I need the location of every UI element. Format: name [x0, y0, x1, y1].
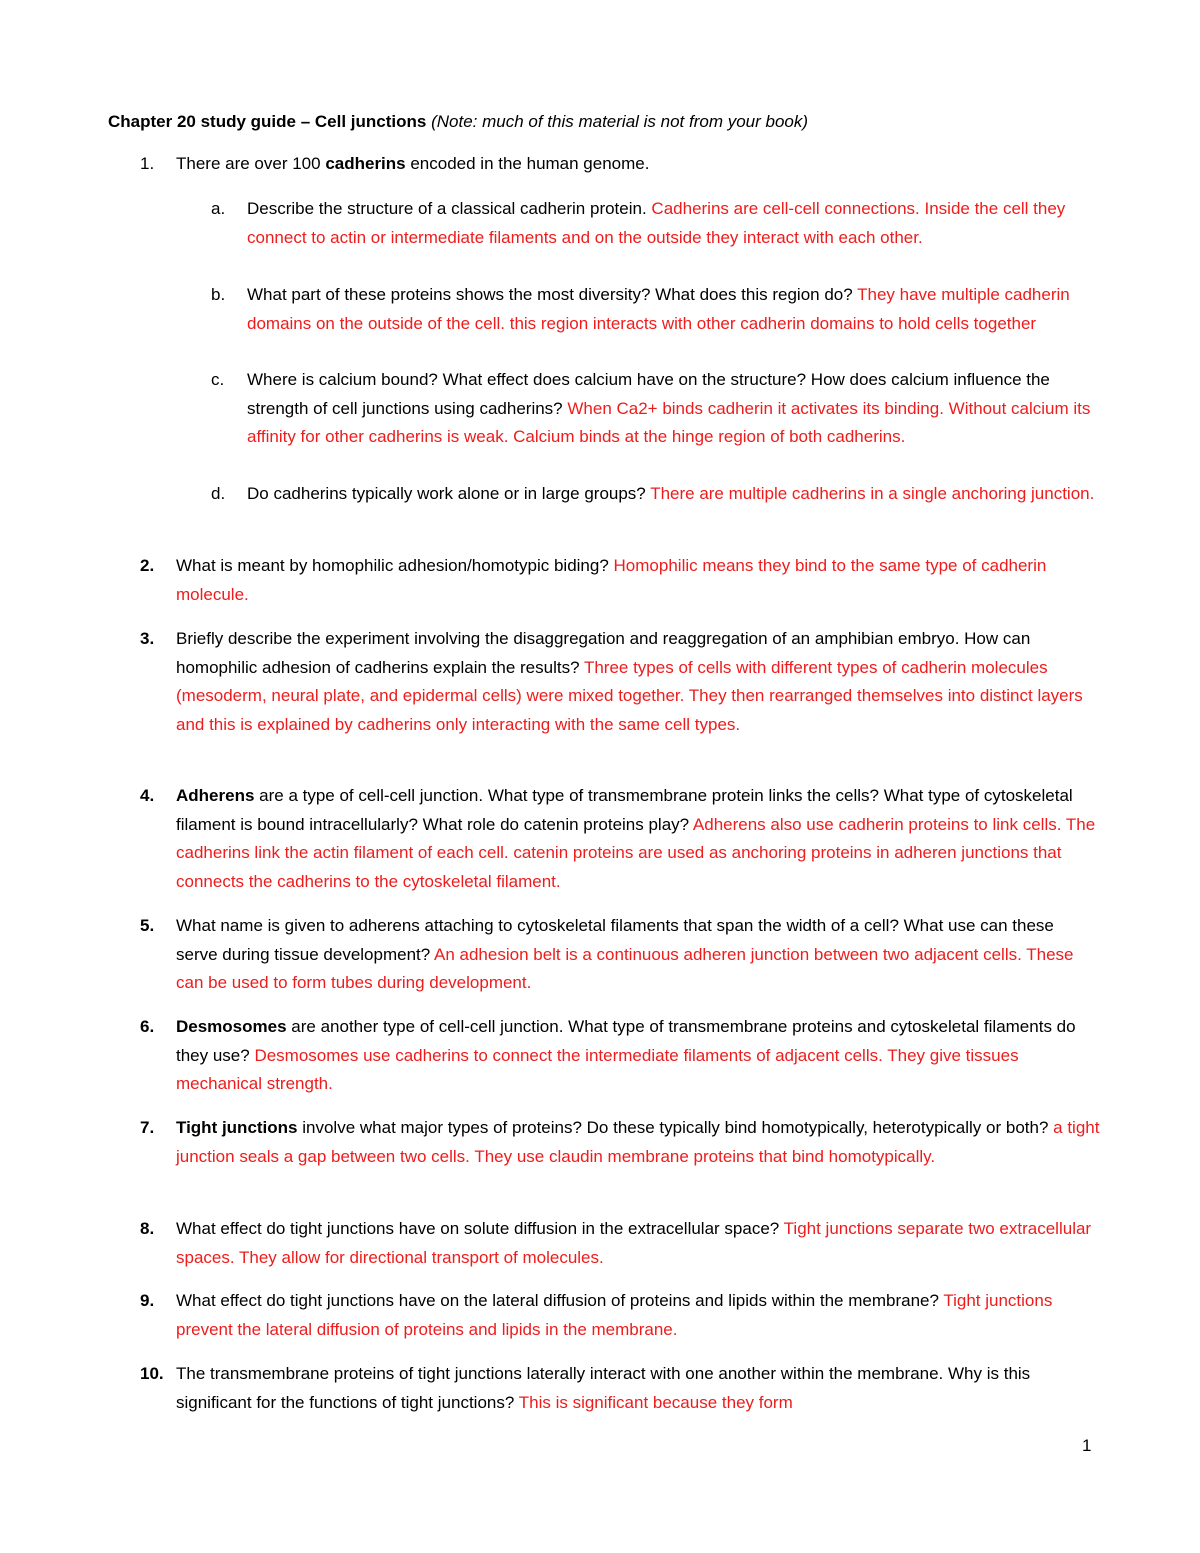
question-4 — [140, 782, 1100, 896]
title-note: (Note: much of this material is not from your book) — [431, 112, 809, 131]
question-3 — [140, 625, 1100, 739]
question-text: are another type of cell-cell junction. What type of transmembrane proteins and cytoskeletal filaments do they use? — [176, 1017, 1076, 1065]
question-7 — [140, 1114, 1100, 1171]
question-number: 1. — [140, 154, 155, 173]
question-text: What part of these proteins shows the most diversity? What does this region do? — [247, 285, 858, 304]
question-text: Where is calcium bound? What effect does calcium have on the structure? How does calcium influence the strength of cell junctions using cadherins? — [247, 370, 1050, 418]
question-text: Do cadherins typically work alone or in large groups? — [247, 484, 651, 503]
answer-text: Tight junctions separate two extracellular spaces. They allow for directional transport of molecules. — [176, 1219, 1092, 1267]
question-text: What effect do tight junctions have on solute diffusion in the extracellular space? — [176, 1219, 784, 1238]
question-6 — [140, 1013, 1100, 1099]
answer-text: a tight junction seals a gap between two cells. They use claudin membrane proteins that bind homotypically. — [176, 1118, 1100, 1166]
question-text: The transmembrane proteins of tight junctions laterally interact with one another within the membrane. Why is this significant for the functions of tight junctions? — [176, 1364, 1031, 1412]
answer-text: When Ca2+ binds cadherin it activates its binding. Without calcium its affinity for other cadherins is weak. Calcium binds at the hinge region of both cadherins. — [247, 398, 1091, 446]
answer-text: There are multiple cadherins in a single anchoring junction. — [650, 484, 1095, 503]
answer-text: This is significant because they form — [518, 1392, 793, 1412]
answer-text: They have multiple cadherin domains on the outside of the cell. this region interacts with other cadherin domains to hold cells together — [247, 285, 1070, 333]
question-1d: d. Do cadherins typically work alone or in large groups? There are multiple cadherins in a single anchoring junction. — [211, 484, 1095, 503]
question-10 — [140, 1360, 1100, 1417]
answer-text: An adhesion belt is a continuous adheren junction between two adjacent cells. These can be used to form tubes during development. — [176, 944, 1074, 992]
answer-text: Three types of cells with different types of cadherin molecules (mesoderm, neural plate, and epidermal cells) were mixed together. They then rearranged themselves into distinct layers and this is explained by cadherins only interacting with the same cell types. — [176, 657, 1083, 734]
question-text: What effect do tight junctions have on the lateral diffusion of proteins and lipids within the membrane? — [176, 1291, 944, 1310]
keyword: Desmosomes — [176, 1017, 287, 1036]
question-1b: b. What part of these proteins shows the most diversity? What does this region do? They have multiple cadherin domains on the outside of the cell. this region interacts with other cadherin domains to hold cells together — [211, 285, 1070, 333]
keyword: Adherens — [176, 786, 255, 805]
title-main: Chapter 20 study guide – Cell junctions — [108, 112, 427, 131]
question-number: 5. — [140, 916, 155, 935]
keyword: cadherins — [325, 154, 406, 173]
question-text: What is meant by homophilic adhesion/homotypic biding? — [176, 556, 614, 575]
question-1c: c. Where is calcium bound? What effect does calcium have on the structure? How does calcium influence the strength of cell junctions using cadherins? When Ca2+ binds cadherin it activates its binding. Without calcium its affinity for other cadherins is weak. Calcium binds at the hinge region of both cadherins. — [211, 370, 1091, 446]
question-1: 1. There are over 100 cadherins encoded in the human genome. — [140, 150, 1100, 179]
question-number: 6. — [140, 1017, 155, 1036]
question-number: 10. — [140, 1364, 164, 1383]
answer-text: Tight junctions prevent the lateral diffusion of proteins and lipids in the membrane. — [176, 1291, 1053, 1339]
answer-text: Cadherins are cell-cell connections. Inside the cell they connect to actin or intermediate filaments and on the outside they interact with each other. — [247, 199, 1066, 247]
question-number: 8. — [140, 1219, 155, 1238]
question-1a: a. Describe the structure of a classical cadherin protein. Cadherins are cell-cell connections. Inside the cell they connect to actin or intermediate filaments and on the outside they interact with each other. — [211, 199, 1066, 247]
question-5 — [140, 912, 1100, 998]
answer-text: Adherens also use cadherin proteins to link cells. The cadherins link the actin filament of each cell. catenin proteins are used as anchoring proteins in adheren junctions that connects the cadherins to the cytoskeletal filament. — [176, 814, 1096, 891]
answer-text: Homophilic means they bind to the same type of cadherin molecule. — [176, 556, 1047, 604]
question-8 — [140, 1215, 1100, 1272]
question-number: 9. — [140, 1291, 155, 1310]
page-number: 1 — [1082, 1436, 1092, 1455]
question-2 — [140, 552, 1100, 609]
question-number: 4. — [140, 786, 155, 805]
question-text: are a type of cell-cell junction. What type of transmembrane protein links the cells? What type of cytoskeletal filament is bound intracellularly? What role do catenin proteins play? — [176, 786, 1073, 834]
question-text: Briefly describe the experiment involving the disaggregation and reaggregation of an amphibian embryo. How can homophilic adhesion of cadherins explain the results? — [176, 629, 1031, 677]
question-number: 3. — [140, 629, 155, 648]
question-number: 7. — [140, 1118, 155, 1137]
answer-text: Desmosomes use cadherins to connect the intermediate filaments of adjacent cells. They give tissues mechanical strength. — [176, 1045, 1019, 1093]
keyword: Tight junctions — [176, 1118, 298, 1137]
question-9 — [140, 1287, 1100, 1344]
question-text: involve what major types of proteins? Do these typically bind homotypically, heterotypically or both? — [297, 1118, 1054, 1137]
question-number: 2. — [140, 556, 155, 575]
question-text: Describe the structure of a classical cadherin protein. — [247, 199, 652, 218]
page-title — [108, 108, 808, 136]
question-text: What name is given to adherens attaching to cytoskeletal filaments that span the width of a cell? What use can these serve during tissue development? — [176, 916, 1054, 964]
